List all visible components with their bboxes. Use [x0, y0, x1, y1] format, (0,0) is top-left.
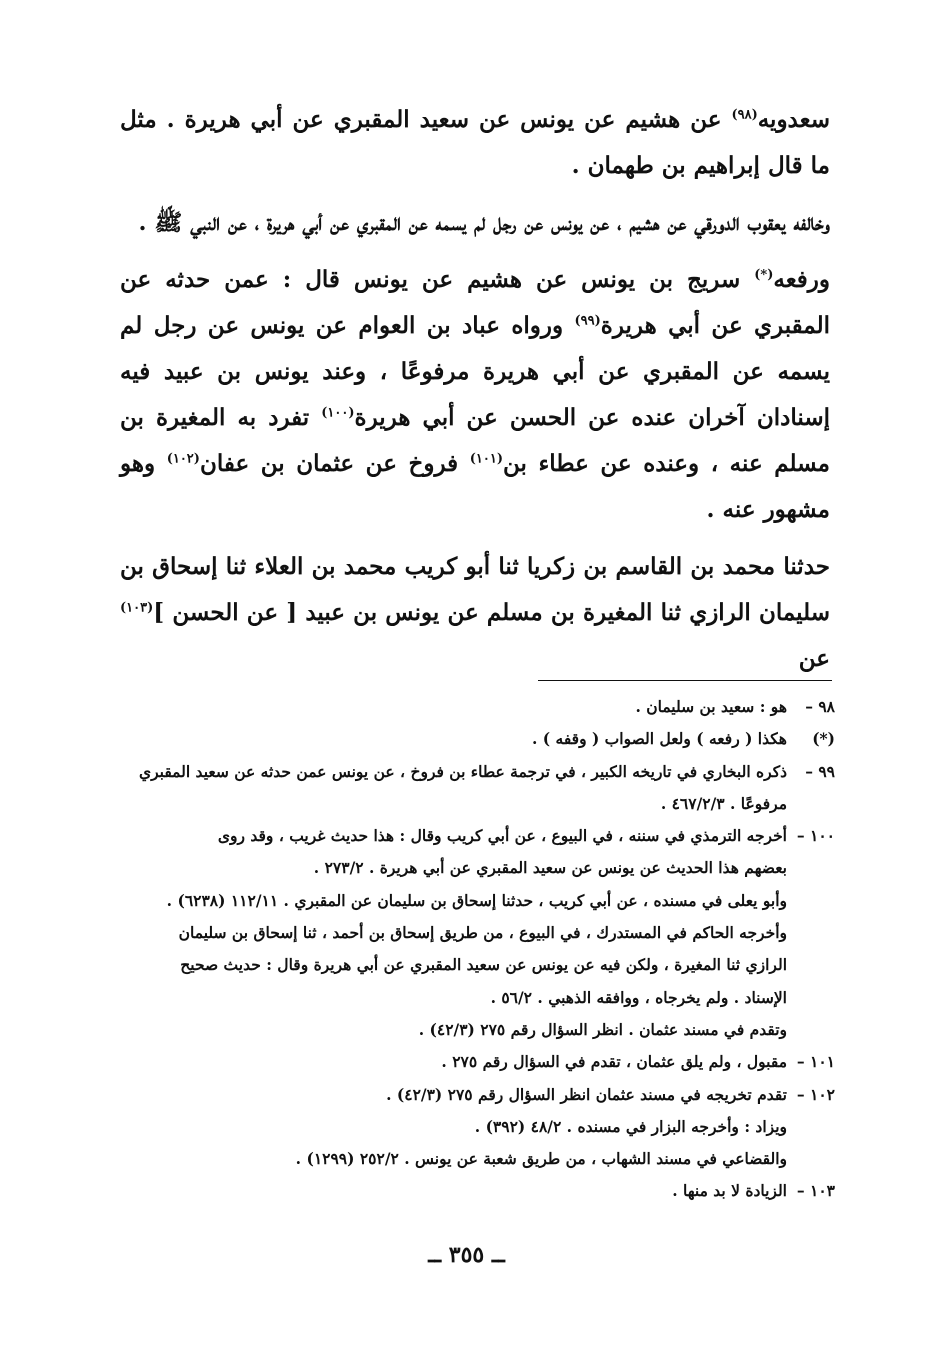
footnote-text: هو : سعيد بن سليمان . [635, 697, 787, 716]
footnote-continuation: بعضهم هذا الحديث عن يونس عن سعيد المقبري عن أبي هريرة . ٢٧٣/٢ . [313, 858, 787, 878]
text-segment: عن هشيم عن يونس عن سعيد المقبري عن أبي هريرة . مثل ما قال إبراهيم بن طهمان . [120, 106, 830, 179]
footnote-continuation: مرفوعًا . ٤٦٧/٢/٣ . [660, 793, 787, 813]
footnote-continuation: والقضاعي في مسند الشهاب ، من طريق شعبة عن يونس . ٢٥٢/٢ (١٢٩٩) . [295, 1149, 787, 1169]
footnote-number: ١٠١ – [796, 1052, 835, 1072]
footnote-divider [538, 680, 832, 681]
paragraph-1 [120, 97, 830, 189]
text-segment: عن [798, 645, 830, 672]
footnote-number: ١٠٢ – [796, 1084, 835, 1104]
footnote-reference: (١٠١) [469, 451, 503, 467]
footnote [120, 1046, 835, 1078]
footnote-text: هكذا ( رفعه ) ولعل الصواب ( وقفه ) . [531, 729, 787, 749]
paragraph-2 [120, 200, 830, 246]
footnote-reference: (٩٨) [731, 107, 758, 123]
text-segment: وهو مشهور عنه . [120, 450, 830, 523]
page-number: ــ ٣٥٥ ــ [428, 1242, 505, 1268]
footnote [120, 1175, 835, 1207]
text-segment: ورفعه [773, 266, 830, 293]
footnote-text: ذكره البخاري في تاريخه الكبير ، في ترجمة عطاء بن فروخ ، عن يونس عمن حدثه عن سعيد المقبري [138, 761, 787, 781]
footnote-continuation: الإسناد . ولم يخرجاه ، ووافقه الذهبي . ٥٦/٢ . [490, 987, 787, 1007]
footnote-text: مقبول ، ولم يلق عثمان ، تقدم في السؤال رقم ٢٧٥ . [441, 1052, 787, 1072]
footnote [120, 723, 835, 755]
text-segment: حدثنا محمد بن القاسم بن زكريا ثنا أبو كريب محمد بن العلاء ثنا إسحاق بن سليمان الرازي ثنا المغيرة بن مسلم عن يونس بن عبيد [ عن الحسن ] [120, 553, 830, 626]
paragraph-3 [120, 257, 830, 533]
footnotes [120, 691, 835, 1208]
text-segment: ورواه عباد بن العوام عن يونس عن رجل لم يسمه عن المقبري عن أبي هريرة مرفوعًا ، وعند يونس بن عبيد فيه إسنادان آخران عنده عن الحسن عن أبي هريرة [120, 312, 830, 431]
footnote-reference: (١٠٢) [166, 451, 200, 467]
footnote-number: ٩٩ – [805, 761, 835, 781]
footnote-continuation: وأبو يعلى في مسنده ، عن أبي كريب ، حدثنا إسحاق بن سليمان عن المقبري . ١١٢/١١ (٦٢٣٨) . [166, 890, 787, 910]
text-segment: سعدويه [757, 106, 830, 133]
footnote-continuation: وتقدم في مسند عثمان . انظر السؤال رقم ٢٧٥ (٤٢/٣) . [418, 1019, 787, 1039]
footnote-number: ١٠٠ – [796, 826, 835, 846]
footnote [120, 691, 835, 723]
footnote-continuation: ويزاد : وأخرجه البزار في مسنده . ٤٨/٢ (٣٩٢) . [474, 1116, 787, 1136]
footnote-text: الزيادة لا بد منها . [672, 1181, 787, 1201]
main-text [120, 97, 830, 682]
footnote-text: تقدم تخريجه في مسند عثمان انظر السؤال رقم ٢٧٥ (٤٢/٣) . [386, 1084, 787, 1104]
text-segment: وخالفه يعقوب الدورقي عن هشيم ، عن يونس عن رجل لم يسمه عن المقبري عن أبي هريرة ، عن النبي ﷺ . [138, 209, 830, 236]
footnote-continuation: الرازي ثنا المغيرة ، ولكن فيه عن يونس عن سعيد المقبري عن أبي هريرة وقال : حديث صحيح [180, 955, 787, 975]
footnote-reference: (*) [754, 267, 774, 283]
footnote-reference: (٩٩) [574, 313, 601, 329]
text-segment: تفرد به المغيرة بن مسلم عنه ، وعنده عن عطاء بن [120, 404, 831, 477]
text-segment: فروخ عن عثمان بن عفان [199, 450, 470, 477]
footnote-reference: (١٠٣) [120, 600, 154, 616]
text-segment: سريج بن يونس عن هشيم عن يونس قال : عمن حدثه عن المقبري عن أبي هريرة [120, 266, 831, 339]
footnote [120, 1079, 835, 1111]
footnote [120, 756, 835, 788]
footnote-continuation: وأخرجه الحاكم في المستدرك ، في البيوع ، من طريق إسحاق بن أحمد ، ثنا إسحاق بن سليمان [178, 923, 787, 943]
footnote-number: (*) [812, 729, 835, 749]
footnote-number: ١٠٣ – [796, 1181, 835, 1201]
footnote-number: ٩٨ – [805, 697, 835, 716]
footnote-text: أخرجه الترمذي في سننه ، في البيوع ، عن أبي كريب وقال : هذا حديث غريب ، وقد روى [217, 826, 787, 846]
footnote [120, 820, 835, 852]
paragraph-4 [120, 544, 830, 682]
footnote-reference: (١٠٠) [321, 405, 355, 421]
